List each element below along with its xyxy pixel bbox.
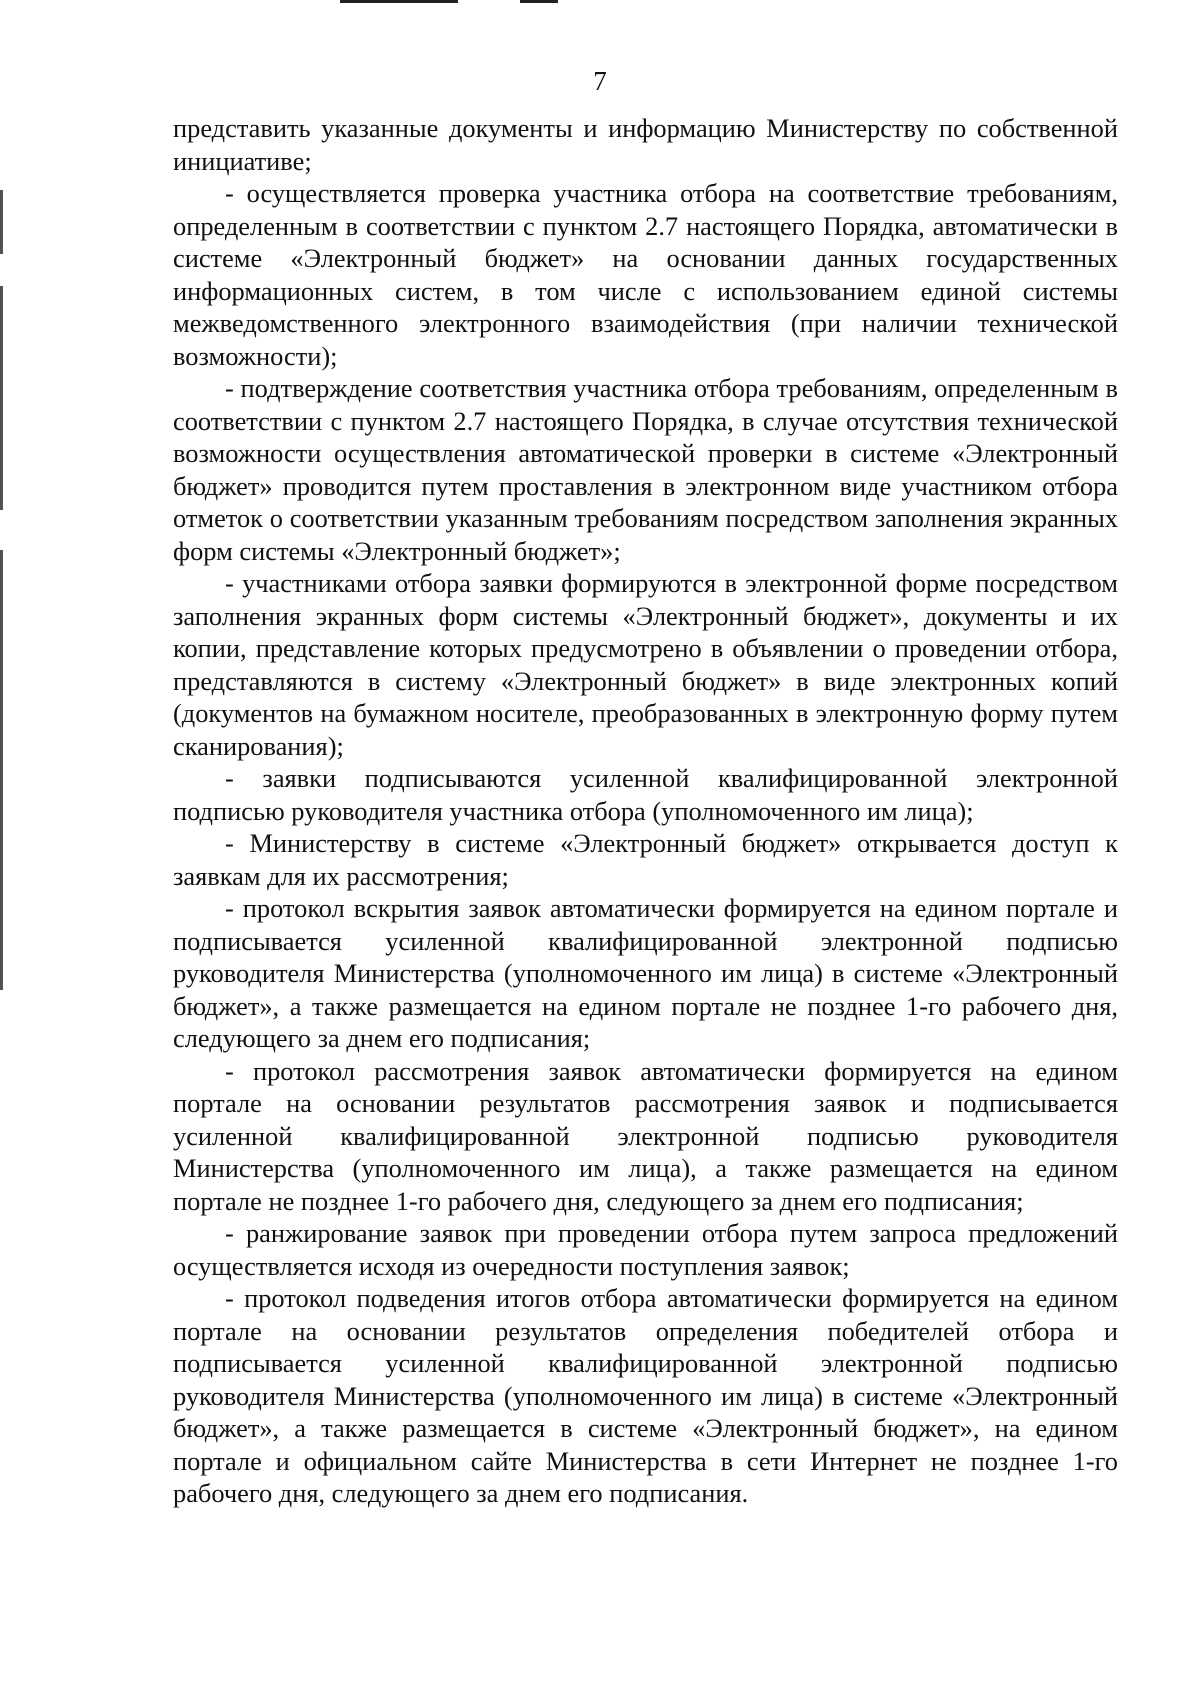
scan-artifact-marks: [340, 0, 570, 6]
paragraph: - подтверждение соответствия участника отбора требованиям, определенным в соответствии с пунктом 2.7 настоящего Порядка, в случае отсутствия технической возможности осуществления автоматической проверки в системе «Электронный бюджет» проводится путем проставления в электронном виде участником отбора отметок о соответствии указанным требованиям посредством заполнения экранных форм системы «Электронный бюджет»;: [173, 373, 1118, 566]
paragraph: - протокол подведения итогов отбора автоматически формируется на едином портале на основании результатов определения победителей отбора и подписывается усиленной квалифицированной электронной подписью руководителя Министерства (уполномоченного им лица) в системе «Электронный бюджет», а также размещается в системе «Электронный бюджет», на едином портале и официальном сайте Министерства в сети Интернет не позднее 1-го рабочего дня, следующего за днем его подписания.: [173, 1283, 1118, 1508]
scan-artifact-line: [340, 0, 458, 3]
paragraph: - участниками отбора заявки формируются в электронной форме посредством заполнения экранных форм системы «Электронный бюджет», документы и их копии, представление которых предусмотрено в объявлении о проведении отбора, представляются в систему «Электронный бюджет» в виде электронных копий (документов на бумажном носителе, преобразованных в электронную форму путем сканирования);: [173, 568, 1118, 761]
paragraph: - заявки подписываются усиленной квалифицированной электронной подписью руководителя участника отбора (уполномоченного им лица);: [173, 763, 1118, 826]
paragraph: - осуществляется проверка участника отбора на соответствие требованиям, определенным в соответствии с пунктом 2.7 настоящего Порядка, автоматически в системе «Электронный бюджет» на основании данных государственных информационных систем, в том числе с использованием единой системы межведомственного электронного взаимодействия (при наличии технической возможности);: [173, 178, 1118, 371]
scan-edge-artifact: [0, 190, 3, 990]
paragraph: - ранжирование заявок при проведении отбора путем запроса предложений осуществляется исходя из очередности поступления заявок;: [173, 1218, 1118, 1281]
scan-artifact-line: [520, 0, 558, 3]
paragraph: представить указанные документы и информацию Министерству по собственной инициативе;: [173, 113, 1118, 176]
document-body: [173, 112, 1118, 1510]
paragraph: - протокол рассмотрения заявок автоматически формируется на едином портале на основании результатов рассмотрения заявок и подписывается усиленной квалифицированной электронной подписью руководителя Министерства (уполномоченного им лица), а также размещается на едином портале не позднее 1-го рабочего дня, следующего за днем его подписания;: [173, 1055, 1118, 1216]
page-number: 7: [593, 66, 607, 96]
paragraph: - Министерству в системе «Электронный бюджет» открывается доступ к заявкам для их рассмотрения;: [173, 828, 1118, 891]
paragraph: - протокол вскрытия заявок автоматически формируется на едином портале и подписывается усиленной квалифицированной электронной подписью руководителя Министерства (уполномоченного им лица) в системе «Электронный бюджет», а также размещается на едином портале не позднее 1-го рабочего дня, следующего за днем его подписания;: [173, 893, 1118, 1053]
